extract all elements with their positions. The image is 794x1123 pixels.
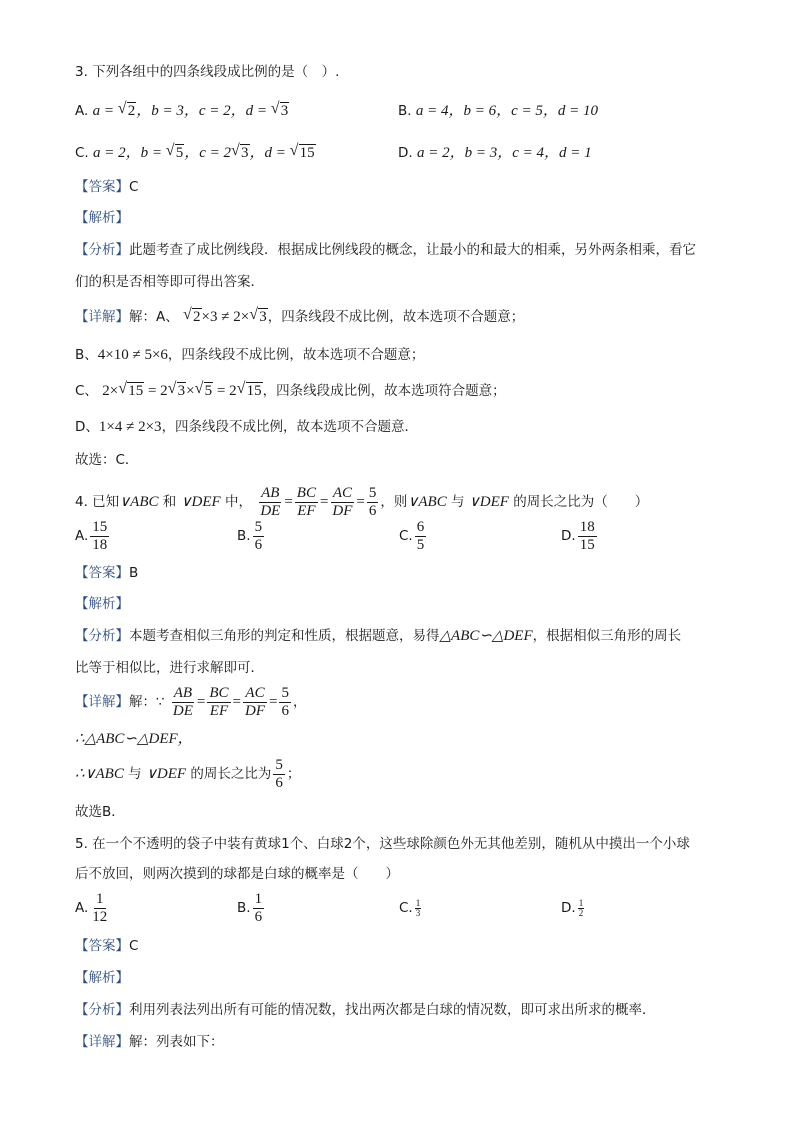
q5-analysis-heading: 【解析】 [75, 970, 129, 986]
q4-fenxi-line2: 比等于相似比，进行求解即可． [75, 660, 264, 676]
q4-xiangjie-1: 【详解】解：∵ $\frac{AB}{DE}$ = $\frac{BC}{EF}$ = $\frac{AC}{DF}$ = $\frac{5}{6}$ ， [75, 684, 307, 719]
q4-answer: 【答案】B [75, 565, 139, 581]
q5-option-a: A. $\frac{1}{12}$ [75, 890, 108, 925]
q3-option-d: D. a = 2，b = 3，c = 4，d = 1 [398, 145, 592, 161]
q4-option-d: D. $\frac{18}{15}$ [561, 518, 595, 553]
option-label: A. [75, 103, 89, 119]
q4-xiangjie-2: ∴△ABC∽△DEF， [75, 731, 193, 747]
q4-xiangjie-3: ∴∨ABC 与 ∨DEF 的周长之比为 $\frac{5}{6}$ ； [75, 756, 301, 791]
q3-conclusion: 故选：C． [75, 452, 139, 468]
q5-option-b: B. $\frac{1}{6}$ [237, 890, 263, 925]
option-label: D. [398, 145, 413, 161]
q5-option-d: D. $\frac{1}{2}$ [561, 897, 584, 918]
q5-answer: 【答案】C [75, 938, 139, 954]
q5-xiangjie: 【详解】解：列表如下： [75, 1034, 224, 1050]
q5-fenxi: 【分析】利用列表法列出所有可能的情况数，找出两次都是白球的情况数，即可求出所求的概率． [75, 1002, 656, 1018]
q3-xiangjie-c: C、 2×√ 15 = 2√ 3×√ 5 = 2√ 15，四条线段成比例，故本选项符合题意； [75, 381, 506, 401]
q3-option-b: B. a = 4，b = 6，c = 5，d = 10 [398, 103, 599, 119]
q4-stem: 4. 已知∨ABC 和 ∨DEF 中， $\frac{AB}{DE}$ = $\frac{BC}{EF}$ = $\frac{AC}{DF}$ = $\frac{5}{6}$ ，则∨ABC 与 ∨DEF 的周长之比为（ ） [75, 484, 649, 519]
q5-stem-line2: 后不放回，则两次摸到的球都是白球的概率是（ ） [75, 866, 399, 882]
q3-stem: 3. 下列各组中的四条线段成比例的是（ ）. [75, 64, 340, 80]
q4-fenxi-line1: 【分析】本题考查相似三角形的判定和性质，根据题意，易得△ABC∽△DEF，根据相似三角形的周长 [75, 628, 682, 644]
q5-option-c: C. $\frac{1}{3}$ [399, 897, 421, 918]
option-label: B. [398, 103, 412, 119]
q5-stem-line1: 5. 在一个不透明的袋子中装有黄球1个、白球2个，这些球除颜色外无其他差别，随机从中摸出一个小球 [75, 836, 690, 852]
q4-conclusion: 故选B． [75, 804, 125, 820]
q4-analysis-heading: 【解析】 [75, 596, 129, 612]
q3-option-a: A. a = √ 2，b = 3，c = 2，d = √ 3 [75, 101, 289, 121]
q3-xiangjie-d: D、1×4 ≠ 2×3，四条线段不成比例，故本选项不合题意． [75, 419, 419, 435]
q4-option-b: B. $\frac{5}{6}$ [237, 518, 263, 553]
q4-option-c: C. $\frac{6}{5}$ [399, 518, 425, 553]
q3-answer: 【答案】C [75, 179, 139, 195]
q3-fenxi-line2: 们的积是否相等即可得出答案． [75, 274, 264, 290]
q3-option-c: C. a = 2，b = √ 5，c = 2√ 3，d = √ 15 [75, 143, 316, 163]
option-label: C. [75, 145, 89, 161]
q3-fenxi-line1: 【分析】此题考查了成比例线段．根据成比例线段的概念，让最小的和最大的相乘，另外两条相乘，看它 [75, 242, 696, 258]
q3-analysis-heading: 【解析】 [75, 210, 129, 226]
q3-xiangjie-a: 【详解】解：A、 √ 2×3 ≠ 2×√ 3，四条线段不成比例，故本选项不合题意； [75, 307, 524, 327]
q3-xiangjie-b: B、4×10 ≠ 5×6，四条线段不成比例，故本选项不合题意； [75, 347, 425, 363]
q4-option-a: A. $\frac{15}{18}$ [75, 518, 108, 553]
